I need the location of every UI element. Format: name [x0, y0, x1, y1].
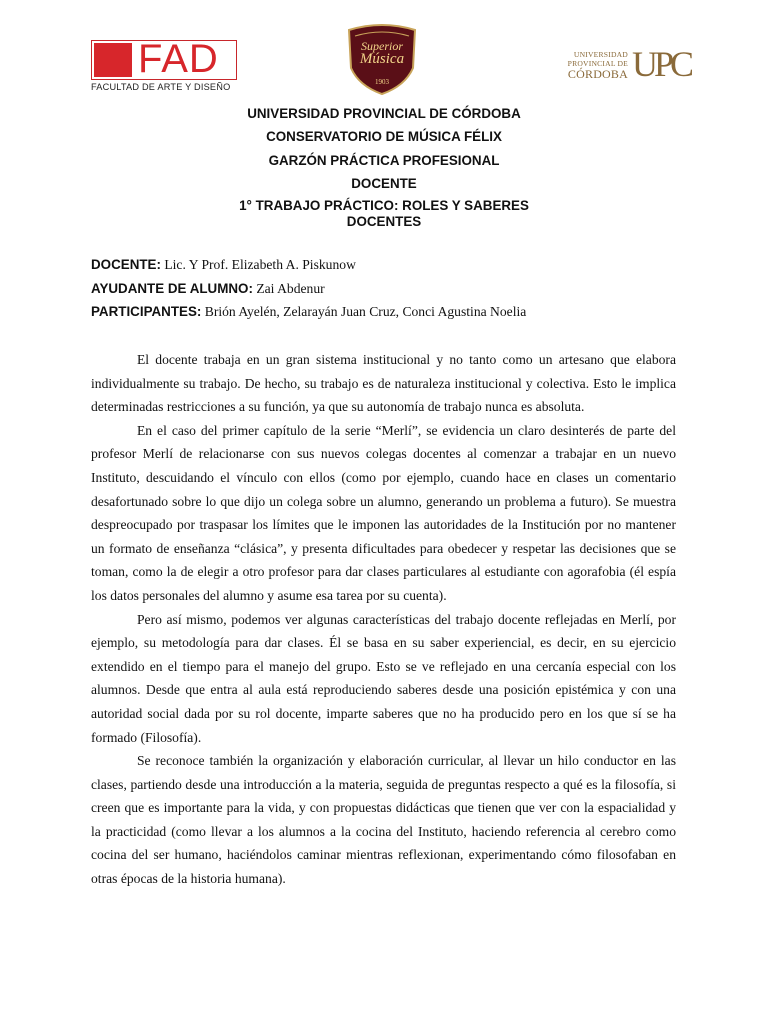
conservatorio-shield-logo [345, 24, 419, 96]
title-line-6: DOCENTES [346, 214, 422, 230]
shield-line-1: Superior [361, 39, 403, 53]
upc-logo-text [566, 50, 628, 81]
document-title-block [200, 102, 568, 229]
title-line-5: 1° TRABAJO PRÁCTICO: ROLES Y SABERES [239, 198, 529, 214]
ayudante-label: AYUDANTE DE ALUMNO: [91, 280, 253, 296]
title-line-4: DOCENTE [351, 175, 417, 191]
upc-line-2: PROVINCIAL DE [567, 59, 628, 68]
upc-line-3: CÓRDOBA [567, 67, 628, 81]
shield-year: 1903 [375, 78, 389, 86]
docente-row [91, 256, 691, 280]
header-logos [0, 22, 768, 98]
upc-line-1: UNIVERSIDAD [573, 50, 628, 59]
upc-logo-mark: UPC [632, 44, 691, 84]
docente-label: DOCENTE: [91, 257, 161, 272]
fad-logo-red-block [94, 43, 132, 77]
shield-line-2: Música [359, 51, 405, 67]
paragraph: Pero así mismo, podemos ver algunas características del trabajo docente reflejadas en Merlí, por ejemplo, su metodología para dar clases. Él se basa en su saber experiencial, es decir, en su ejercicio extendido en el tiempo para el manejo del grupo. Esto se ve reflejado en una cercanía especial con los alumnos. Desde que entra al aula está reproduciendo saberes desde una posición epistémica y con una autoridad social dada por su rol docente, imparte saberes que no ha producido pero en los que sí se ha formado (Filosofía). [91, 611, 676, 745]
paragraph: Se reconoce también la organización y elaboración curricular, al llevar un hilo conductor en las clases, partiendo desde una introducción a la materia, seguida de preguntas respecto a qué es la filosofía, si creen que es importante para la vida, y con propuestas didácticas que tienen que ver con la espacialidad y la practicidad (como llevar a los alumnos a la cocina del Instituto, haciendo referencia al cerebro como cocina del ser humano, haciéndolos caminar mientras reflexionan, experimentando cómo filosofaban en otras épocas de la historia humana). [91, 753, 676, 887]
ayudante-value: Zai Abdenur [252, 280, 325, 296]
shield-text [345, 40, 419, 66]
participantes-label: PARTICIPANTES: [91, 304, 202, 319]
title-line-3: GARZÓN PRÁCTICA PROFESIONAL [268, 152, 500, 168]
participantes-value: Brión Ayelén, Zelarayán Juan Cruz, Conci Agustina Noelia [201, 304, 527, 319]
document-meta [91, 256, 691, 327]
participantes-row [91, 303, 691, 327]
paragraph: El docente trabaja en un gran sistema institucional y no tanto como un artesano que elabora individualmente su trabajo. De hecho, su trabajo es de naturaleza institucional y colectiva. Esto le implica determinadas restricciones a su función, ya que su autonomía de trabajo nunca es absoluta. [91, 352, 676, 415]
fad-logo-word: FAD [138, 37, 219, 81]
title-line-1: UNIVERSIDAD PROVINCIAL DE CÓRDOBA [247, 106, 521, 121]
title-line-2: CONSERVATORIO DE MÚSICA FÉLIX [266, 129, 502, 145]
fad-logo-subtitle: FACULTAD DE ARTE Y DISEÑO [91, 82, 231, 92]
fad-logo [91, 37, 239, 98]
paragraph: En el caso del primer capítulo de la serie “Merlí”, se evidencia un claro desinterés de parte del profesor Merlí de relacionarse con sus nuevos colegas docentes al comenzar a trabajar en un nuevo Instituto, descuidando el vínculo con ellos (como por ejemplo, cuando hace en clases un comentario desafortunado sobre lo que dijo un colega sobre un alumno, generando un problema a futuro). Se muestra despreocupado por traspasar los límites que le imponen las autoridades de la Institución por no mantener un formato de enseñanza “clásica”, y presenta dificultades para obedecer y respetar las decisiones que se toman, como la de elegir a otro profesor para dar clases particulares al estudiante con agorafobia (él espía los datos personales del alumno y asume esa tarea por su cuenta). [91, 422, 676, 603]
docente-value: Lic. Y Prof. Elizabeth A. Piskunow [160, 257, 356, 272]
upc-logo [566, 38, 691, 90]
ayudante-row [91, 280, 691, 304]
fad-logo-frame [91, 37, 237, 81]
document-body [91, 348, 676, 891]
